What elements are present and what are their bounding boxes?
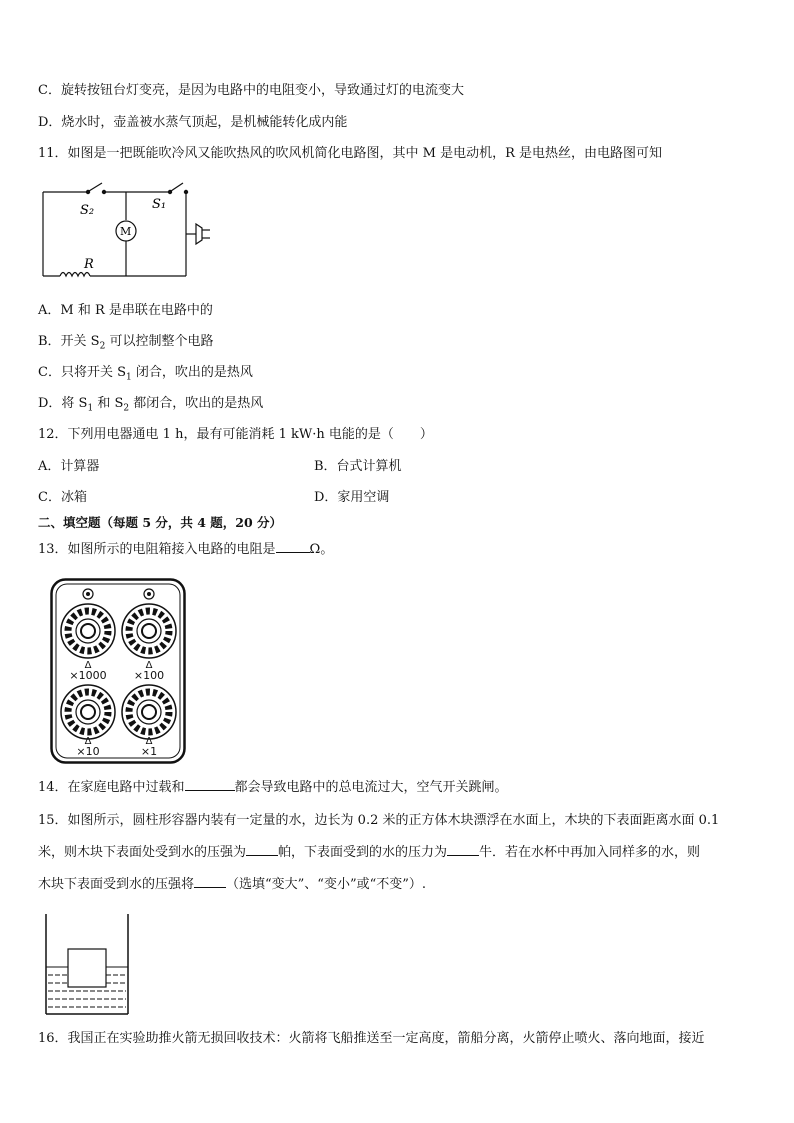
q15-line-1: 15．如图所示，圆柱形容器内装有一定量的水，边长为 0.2 米的正方体木块漂浮在水面上，木块的下表面距离水面 0.1	[38, 813, 720, 828]
q10-option-d: D．烧水时，壶盖被水蒸气顶起，是机械能转化成内能	[38, 115, 348, 130]
multiplier-10: ×10	[76, 745, 100, 758]
motor-label: M	[120, 225, 132, 238]
q11-stem: 11．如图是一把既能吹冷风又能吹热风的吹风机简化电路图，其中 M 是电动机，R 是电热丝，由电路图可知	[38, 146, 663, 161]
section-title: 二、填空题（每题 5 分，共 4 题，20 分）	[38, 515, 283, 530]
q12-option-d: D．家用空调	[314, 490, 390, 505]
q12-stem: 12．下列用电器通电 1 h，最有可能消耗 1 kW·h 电能的是（ ）	[38, 427, 433, 442]
q10-option-c: C．旋转按钮台灯变亮，是因为电路中的电阻变小，导致通过灯的电流变大	[38, 83, 464, 98]
q15-line-3: 木块下表面受到水的压强将 （选填“变大”、“变小”或“不变”）.	[38, 874, 426, 895]
q13-blank	[276, 539, 310, 553]
q11-option-b: B．开关 $S_2$ 可以控制整个电路	[38, 334, 214, 352]
q12-option-b: B．台式计算机	[314, 459, 402, 474]
q14-blank	[185, 777, 235, 791]
q12-option-c: C．冰箱	[38, 490, 87, 505]
multiplier-1: ×1	[140, 745, 158, 758]
q15-line-2: 米，则木块下表面处受到水的压强为 帕，下表面受到的水的压力为 牛．若在水杯中再加入同样多的水，则	[38, 842, 700, 863]
q11-option-a: A．M 和 R 是串联在电路中的	[38, 303, 213, 318]
pointer-3: Δ	[84, 736, 92, 747]
q13-stem: 13．如图所示的电阻箱接入电路的电阻是 Ω。	[38, 539, 333, 560]
q15-blank-1	[246, 842, 278, 856]
resistor-label: R	[84, 257, 94, 272]
floating-block-figure	[42, 912, 134, 1016]
pointer-4: Δ	[145, 736, 153, 747]
multiplier-100: ×100	[133, 669, 165, 682]
q11-option-c: C．只将开关 $S_1$ 闭合，吹出的是热风	[38, 365, 253, 383]
q15-blank-3	[194, 874, 226, 888]
s2-label: S₂	[80, 203, 95, 218]
pointer-2: Δ	[145, 660, 153, 671]
q16-line-1: 16．我国正在实验助推火箭无损回收技术：火箭将飞船推送至一定高度，箭船分离，火箭停止喷火、落向地面，接近	[38, 1031, 705, 1046]
resistance-box-figure	[50, 578, 186, 764]
pointer-1: Δ	[84, 660, 92, 671]
q12-option-a: A．计算器	[38, 459, 100, 474]
s1-label: S₁	[152, 197, 167, 212]
q11-circuit-diagram	[40, 176, 220, 280]
q11-option-d: D．将 $S_1$ 和 $S_2$ 都闭合，吹出的是热风	[38, 396, 264, 414]
q14-stem: 14．在家庭电路中过载和 都会导致电路中的总电流过大，空气开关跳闸。	[38, 777, 508, 798]
q15-blank-2	[447, 842, 479, 856]
multiplier-1000: ×1000	[69, 669, 107, 682]
